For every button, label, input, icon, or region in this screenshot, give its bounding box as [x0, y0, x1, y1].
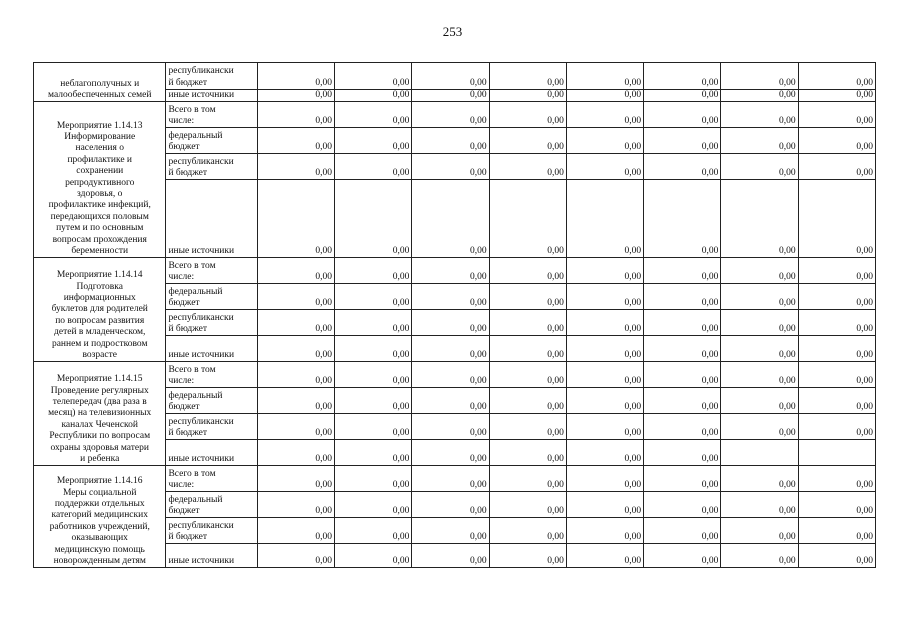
amount-cell: 0,00 — [257, 102, 334, 128]
amount-cell: 0,00 — [798, 63, 875, 90]
amount-cell: 0,00 — [412, 90, 489, 102]
amount-cell: 0,00 — [798, 492, 875, 518]
funding-source-cell: республикански й бюджет — [166, 154, 257, 180]
amount-cell: 0,00 — [412, 180, 489, 258]
amount-cell: 0,00 — [489, 336, 566, 362]
amount-cell: 0,00 — [412, 440, 489, 466]
amount-cell: 0,00 — [721, 492, 798, 518]
amount-cell: 0,00 — [721, 180, 798, 258]
funding-source-cell: федеральный бюджет — [166, 388, 257, 414]
event-name-cell: Мероприятие 1.14.15 Проведение регулярных телепередач (два раза в месяц) на телевизионных каналах Чеченской Республики по вопросам охраны здоровья матери и ребенка — [34, 362, 166, 466]
amount-cell: 0,00 — [721, 362, 798, 388]
amount-cell: 0,00 — [644, 466, 721, 492]
amount-cell: 0,00 — [721, 466, 798, 492]
funding-source-cell: иные источники — [166, 440, 257, 466]
amount-cell: 0,00 — [566, 102, 643, 128]
amount-cell: 0,00 — [412, 544, 489, 568]
amount-cell: 0,00 — [335, 63, 412, 90]
amount-cell: 0,00 — [721, 258, 798, 284]
funding-source-cell: Всего в том числе: — [166, 466, 257, 492]
amount-cell: 0,00 — [489, 63, 566, 90]
funding-source-cell: иные источники — [166, 544, 257, 568]
amount-cell: 0,00 — [566, 63, 643, 90]
amount-cell: 0,00 — [489, 414, 566, 440]
amount-cell — [721, 440, 798, 466]
amount-cell: 0,00 — [489, 102, 566, 128]
table-row — [34, 63, 876, 90]
amount-cell: 0,00 — [335, 284, 412, 310]
amount-cell: 0,00 — [412, 336, 489, 362]
amount-cell: 0,00 — [489, 128, 566, 154]
amount-cell: 0,00 — [257, 180, 334, 258]
amount-cell: 0,00 — [566, 414, 643, 440]
amount-cell: 0,00 — [566, 544, 643, 568]
amount-cell: 0,00 — [412, 492, 489, 518]
amount-cell: 0,00 — [798, 414, 875, 440]
amount-cell: 0,00 — [721, 414, 798, 440]
amount-cell: 0,00 — [335, 466, 412, 492]
funding-source-cell: республикански й бюджет — [166, 310, 257, 336]
funding-source-cell: республикански й бюджет — [166, 63, 257, 90]
amount-cell: 0,00 — [644, 388, 721, 414]
amount-cell: 0,00 — [489, 258, 566, 284]
amount-cell: 0,00 — [489, 90, 566, 102]
amount-cell: 0,00 — [412, 154, 489, 180]
amount-cell: 0,00 — [412, 518, 489, 544]
amount-cell: 0,00 — [798, 388, 875, 414]
amount-cell: 0,00 — [412, 414, 489, 440]
funding-source-cell: федеральный бюджет — [166, 284, 257, 310]
amount-cell: 0,00 — [257, 466, 334, 492]
amount-cell: 0,00 — [644, 258, 721, 284]
amount-cell: 0,00 — [644, 180, 721, 258]
amount-cell: 0,00 — [644, 492, 721, 518]
amount-cell: 0,00 — [335, 180, 412, 258]
amount-cell: 0,00 — [335, 440, 412, 466]
amount-cell: 0,00 — [644, 518, 721, 544]
event-name-cell: Мероприятие 1.14.14 Подготовка информационных буклетов для родителей по вопросам развития детей в младенческом, раннем и подростковом возрасте — [34, 258, 166, 362]
amount-cell: 0,00 — [721, 336, 798, 362]
table-row — [34, 102, 876, 128]
amount-cell: 0,00 — [335, 492, 412, 518]
amount-cell: 0,00 — [644, 128, 721, 154]
amount-cell: 0,00 — [798, 310, 875, 336]
amount-cell: 0,00 — [566, 154, 643, 180]
amount-cell: 0,00 — [257, 128, 334, 154]
funding-source-cell: федеральный бюджет — [166, 492, 257, 518]
amount-cell: 0,00 — [257, 63, 334, 90]
amount-cell: 0,00 — [566, 284, 643, 310]
amount-cell: 0,00 — [566, 466, 643, 492]
amount-cell: 0,00 — [721, 63, 798, 90]
amount-cell: 0,00 — [644, 102, 721, 128]
funding-source-cell: республикански й бюджет — [166, 414, 257, 440]
amount-cell: 0,00 — [257, 258, 334, 284]
funding-source-cell: республикански й бюджет — [166, 518, 257, 544]
amount-cell: 0,00 — [335, 258, 412, 284]
amount-cell: 0,00 — [412, 128, 489, 154]
amount-cell: 0,00 — [335, 154, 412, 180]
amount-cell: 0,00 — [798, 258, 875, 284]
amount-cell: 0,00 — [412, 388, 489, 414]
amount-cell: 0,00 — [721, 154, 798, 180]
funding-source-cell: иные источники — [166, 90, 257, 102]
amount-cell: 0,00 — [644, 284, 721, 310]
amount-cell: 0,00 — [489, 154, 566, 180]
amount-cell: 0,00 — [644, 154, 721, 180]
amount-cell: 0,00 — [257, 388, 334, 414]
amount-cell: 0,00 — [489, 466, 566, 492]
amount-cell: 0,00 — [798, 90, 875, 102]
amount-cell: 0,00 — [257, 492, 334, 518]
amount-cell: 0,00 — [644, 414, 721, 440]
amount-cell: 0,00 — [489, 544, 566, 568]
amount-cell: 0,00 — [566, 336, 643, 362]
amount-cell: 0,00 — [721, 102, 798, 128]
amount-cell: 0,00 — [489, 362, 566, 388]
amount-cell: 0,00 — [412, 284, 489, 310]
amount-cell: 0,00 — [257, 544, 334, 568]
amount-cell: 0,00 — [644, 362, 721, 388]
amount-cell: 0,00 — [335, 90, 412, 102]
table-row — [34, 362, 876, 388]
amount-cell: 0,00 — [566, 128, 643, 154]
amount-cell: 0,00 — [489, 492, 566, 518]
amount-cell: 0,00 — [798, 180, 875, 258]
amount-cell: 0,00 — [412, 258, 489, 284]
amount-cell: 0,00 — [412, 102, 489, 128]
amount-cell: 0,00 — [335, 414, 412, 440]
amount-cell: 0,00 — [566, 180, 643, 258]
table-row — [34, 258, 876, 284]
amount-cell: 0,00 — [798, 102, 875, 128]
amount-cell: 0,00 — [257, 518, 334, 544]
amount-cell: 0,00 — [335, 128, 412, 154]
amount-cell: 0,00 — [721, 544, 798, 568]
amount-cell: 0,00 — [335, 388, 412, 414]
amount-cell: 0,00 — [489, 388, 566, 414]
funding-source-cell: Всего в том числе: — [166, 258, 257, 284]
amount-cell: 0,00 — [257, 310, 334, 336]
funding-source-cell: Всего в том числе: — [166, 102, 257, 128]
amount-cell: 0,00 — [798, 128, 875, 154]
funding-source-cell: иные источники — [166, 180, 257, 258]
amount-cell: 0,00 — [257, 414, 334, 440]
amount-cell: 0,00 — [798, 544, 875, 568]
amount-cell: 0,00 — [566, 492, 643, 518]
amount-cell: 0,00 — [644, 440, 721, 466]
amount-cell: 0,00 — [798, 154, 875, 180]
amount-cell: 0,00 — [335, 102, 412, 128]
amount-cell: 0,00 — [644, 310, 721, 336]
amount-cell: 0,00 — [335, 362, 412, 388]
amount-cell: 0,00 — [489, 284, 566, 310]
funding-source-cell: иные источники — [166, 336, 257, 362]
amount-cell: 0,00 — [412, 310, 489, 336]
amount-cell: 0,00 — [566, 310, 643, 336]
amount-cell: 0,00 — [412, 362, 489, 388]
amount-cell: 0,00 — [644, 63, 721, 90]
amount-cell: 0,00 — [798, 284, 875, 310]
amount-cell: 0,00 — [798, 336, 875, 362]
amount-cell — [798, 440, 875, 466]
amount-cell: 0,00 — [335, 310, 412, 336]
amount-cell: 0,00 — [257, 284, 334, 310]
table-row — [34, 466, 876, 492]
amount-cell: 0,00 — [721, 310, 798, 336]
amount-cell: 0,00 — [721, 284, 798, 310]
event-name-cell: Мероприятие 1.14.13 Информирование населения о профилактике и сохранении репродуктивного здоровья, о профилактике инфекций, передающихся половым путем и по основным вопросам прохождения беременности — [34, 102, 166, 258]
amount-cell: 0,00 — [566, 388, 643, 414]
amount-cell: 0,00 — [335, 518, 412, 544]
amount-cell: 0,00 — [489, 180, 566, 258]
funding-source-cell: федеральный бюджет — [166, 128, 257, 154]
event-name-cell: неблагополучных и малообеспеченных семей — [34, 63, 166, 102]
amount-cell: 0,00 — [644, 90, 721, 102]
amount-cell: 0,00 — [257, 362, 334, 388]
amount-cell: 0,00 — [489, 440, 566, 466]
page-number: 253 — [442, 24, 463, 39]
event-name-cell: Мероприятие 1.14.16 Меры социальной поддержки отдельных категорий медицинских работников учреждений, оказывающих медицинскую помощь новорожденным детям — [34, 466, 166, 568]
amount-cell: 0,00 — [412, 466, 489, 492]
amount-cell: 0,00 — [566, 90, 643, 102]
amount-cell: 0,00 — [335, 544, 412, 568]
amount-cell: 0,00 — [644, 544, 721, 568]
budget-table — [33, 62, 876, 568]
amount-cell: 0,00 — [257, 90, 334, 102]
amount-cell: 0,00 — [257, 336, 334, 362]
amount-cell: 0,00 — [566, 440, 643, 466]
amount-cell: 0,00 — [644, 336, 721, 362]
amount-cell: 0,00 — [566, 518, 643, 544]
amount-cell: 0,00 — [721, 128, 798, 154]
amount-cell: 0,00 — [798, 518, 875, 544]
amount-cell: 0,00 — [335, 336, 412, 362]
amount-cell: 0,00 — [257, 440, 334, 466]
amount-cell: 0,00 — [566, 362, 643, 388]
amount-cell: 0,00 — [412, 63, 489, 90]
funding-source-cell: Всего в том числе: — [166, 362, 257, 388]
amount-cell: 0,00 — [566, 258, 643, 284]
amount-cell: 0,00 — [721, 90, 798, 102]
amount-cell: 0,00 — [257, 154, 334, 180]
amount-cell: 0,00 — [721, 388, 798, 414]
amount-cell: 0,00 — [798, 362, 875, 388]
amount-cell: 0,00 — [798, 466, 875, 492]
amount-cell: 0,00 — [721, 518, 798, 544]
amount-cell: 0,00 — [489, 518, 566, 544]
amount-cell: 0,00 — [489, 310, 566, 336]
